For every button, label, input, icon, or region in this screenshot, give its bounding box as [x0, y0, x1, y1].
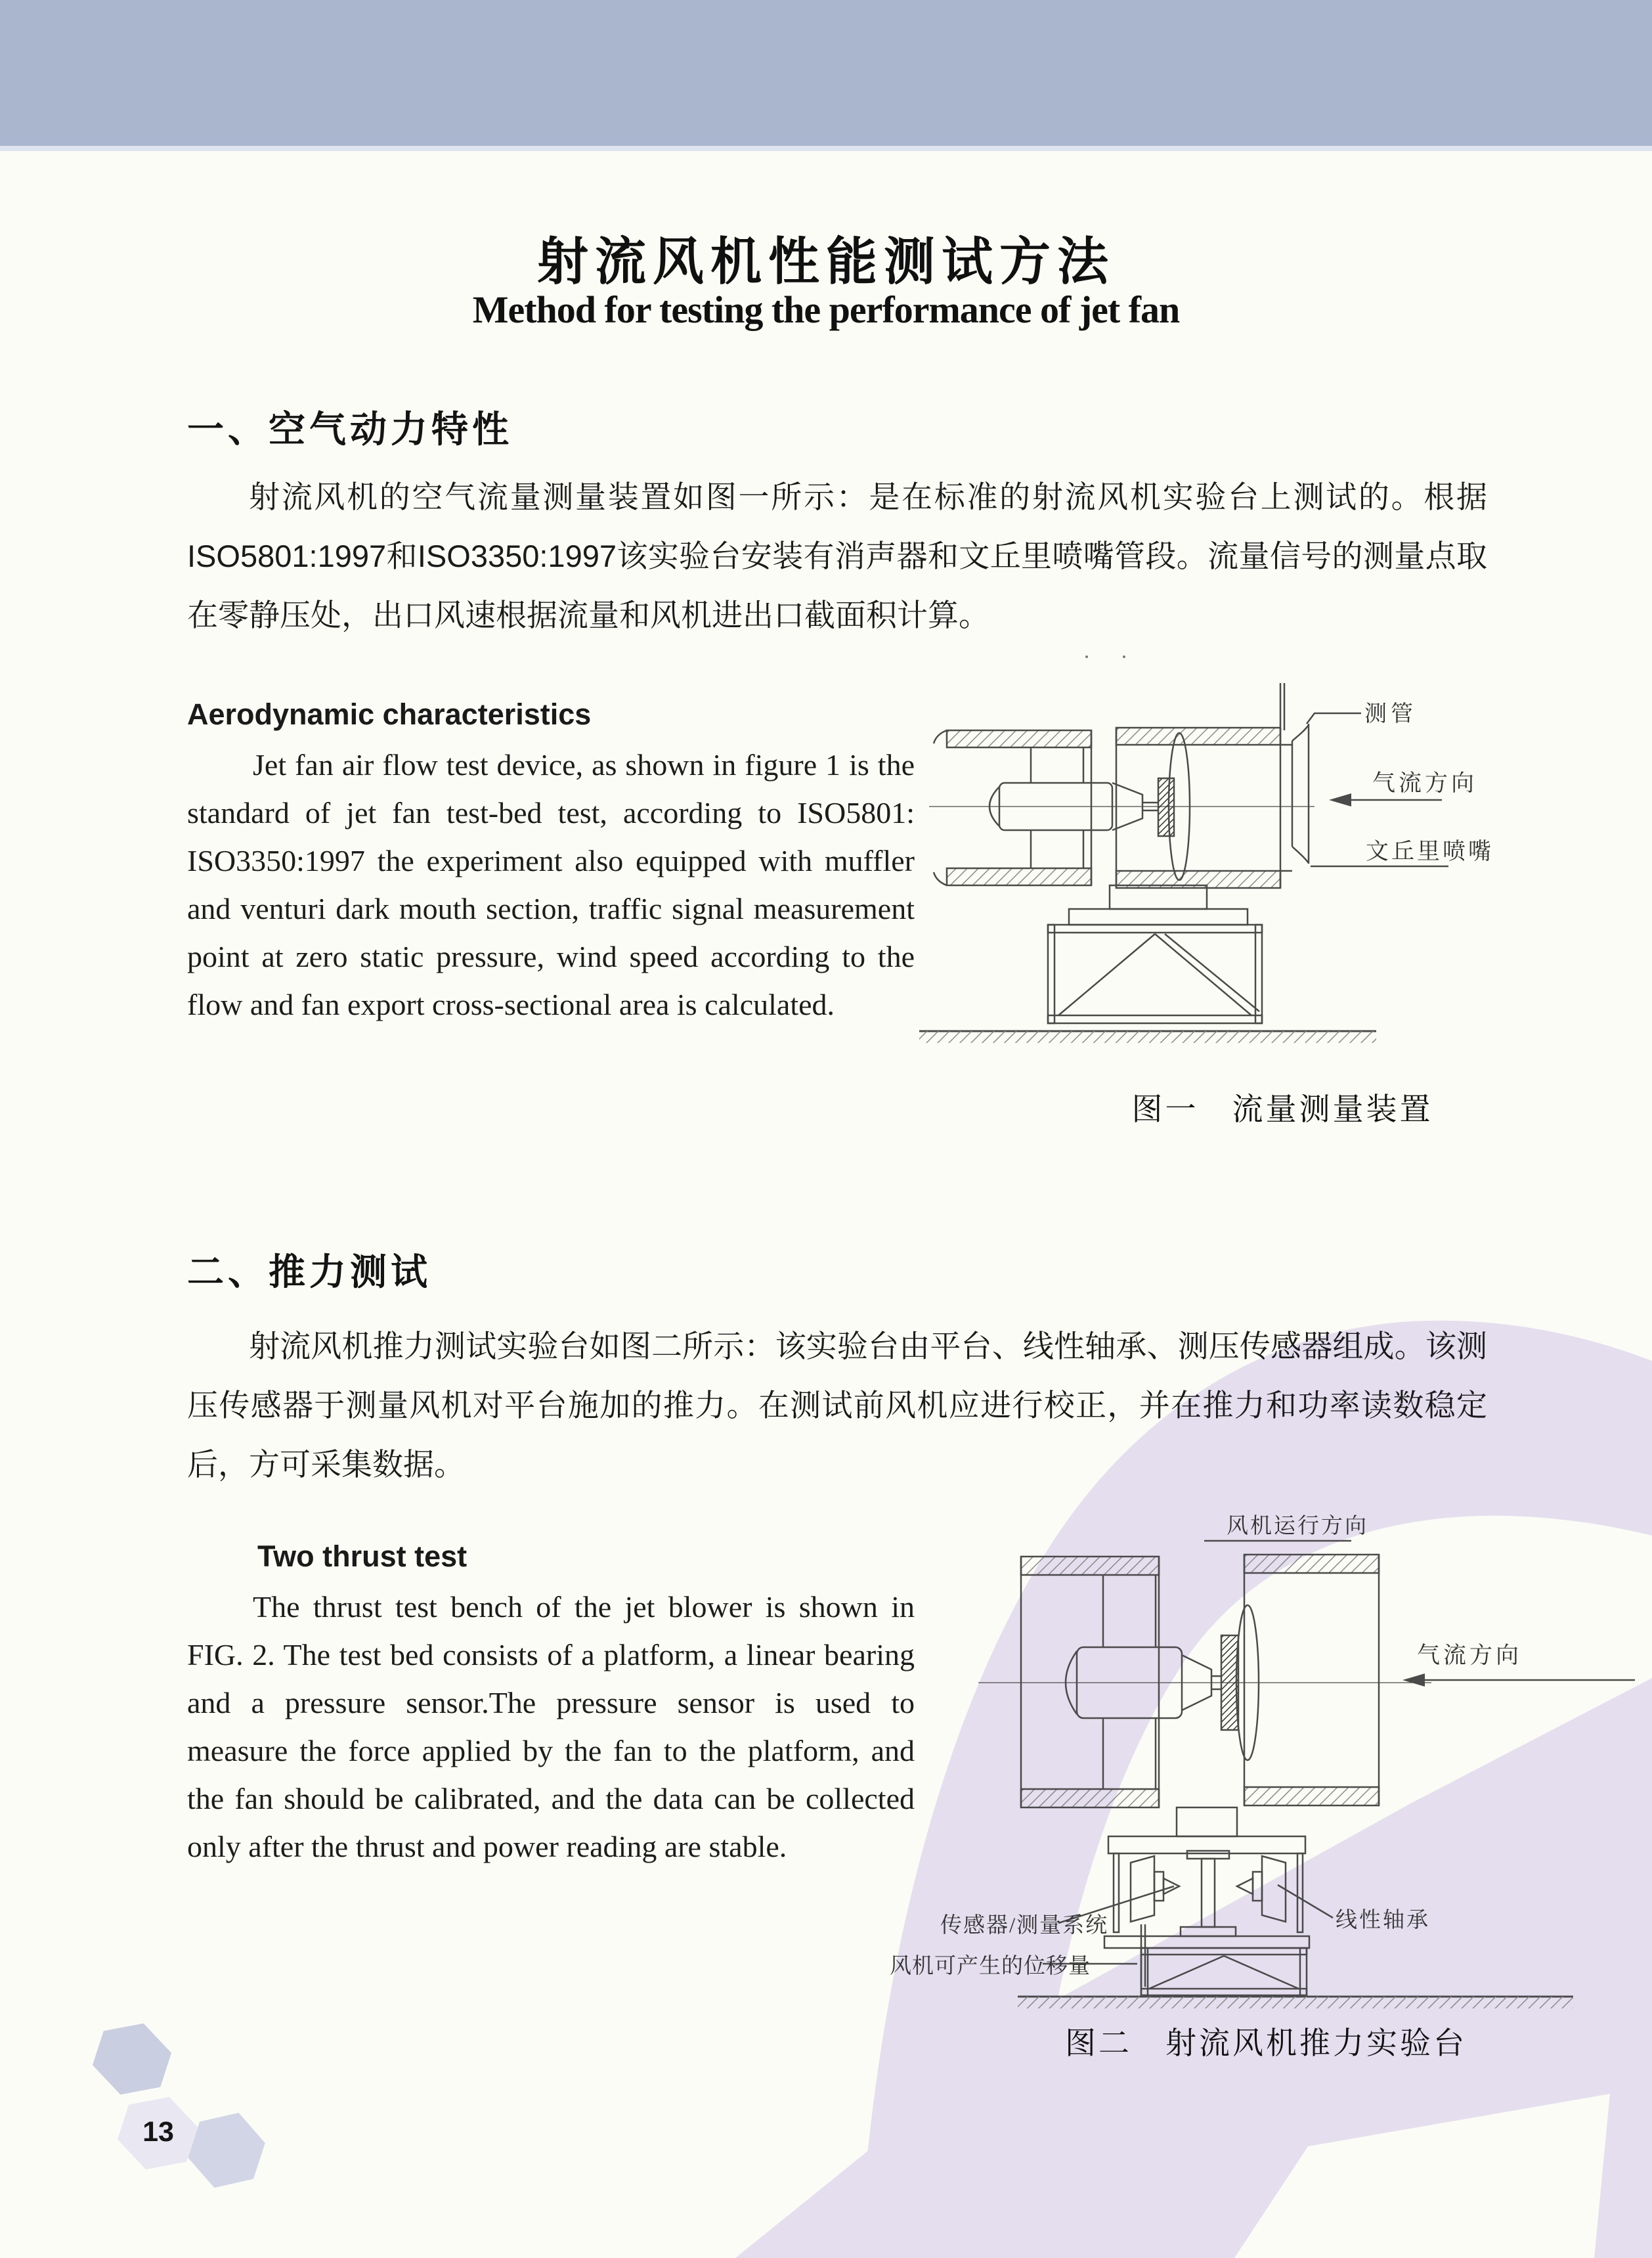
- figure2-label-displacement: 风机可产生的位移量: [890, 1955, 1091, 1978]
- figure1-caption: 图一 流量测量装置: [1131, 1093, 1433, 1127]
- ibeam-top: [1187, 1851, 1229, 1859]
- section2-english-body: The thrust test bench of the jet blower is shown in FIG. 2. The test bed consists of a platform, a linear bearing and a pressure sensor.The pressure sensor is used to measure the force applied by the fan to the platform, and the fan should be calibrated, and the data can be collected only after the thrust and power reading are stable.: [187, 1590, 915, 1863]
- stray-dot: [1085, 655, 1088, 658]
- sensor-flange: [1131, 1856, 1154, 1922]
- duct-wall: [1244, 1787, 1379, 1805]
- side-column: [1297, 1853, 1303, 1932]
- figure2-caption: 图二 射流风机推力实验台: [1065, 2027, 1467, 2061]
- truss-brace: [1155, 934, 1251, 1015]
- header-band: [0, 0, 1652, 146]
- duct-wall: [1244, 1555, 1379, 1573]
- side-column: [1114, 1853, 1119, 1932]
- truss-brace: [1149, 1956, 1224, 1989]
- leader-line: [1307, 713, 1361, 724]
- truss-brace: [1165, 934, 1259, 1011]
- bearing-flange: [1262, 1856, 1286, 1922]
- figure1-label-venturi: 文丘里喷嘴: [1366, 839, 1494, 864]
- duct-wall: [947, 730, 1091, 747]
- coupling: [1158, 778, 1174, 836]
- section1-english-body: Jet fan air flow test device, as shown in figure 1 is the standard of jet fan test-bed test, according to ISO5801: ISO3350:1997 the experiment also equipped with muffler and venturi dark mouth section, traffic signal measurement point at zero static pressure, wind speed according to the flow and fan export cross-sectional area is calculated.: [187, 748, 915, 1021]
- header-band-strip: [0, 146, 1652, 151]
- duct-wall: [1116, 728, 1280, 745]
- bearing-hub: [1253, 1872, 1262, 1901]
- truss-beam: [1048, 1015, 1262, 1023]
- duct-wall: [947, 868, 1091, 885]
- bearing-cone: [1237, 1878, 1253, 1894]
- figure1-label-pipe: 测管: [1364, 702, 1417, 726]
- figure1-flow-measurement-diagram: [913, 644, 1652, 1064]
- base-plate: [1069, 909, 1248, 925]
- truss-column: [1048, 925, 1054, 1023]
- figure2-label-sensor-system: 传感器/测量系统: [940, 1914, 1109, 1937]
- pedestal: [1177, 1807, 1237, 1836]
- truss-brace: [1224, 1956, 1299, 1989]
- section2-body-chinese: 射流风机推力测试实验台如图二所示：该实验台由平台、线性轴承、测压传感器组成。该测压传感器于测量风机对平台施加的推力。在测试前风机应进行校正，并在推力和功率读数稳定后，方可采集数据。: [187, 1329, 1487, 1482]
- section2-heading: 二、推力测试: [187, 1251, 431, 1293]
- figure1-label-airflow: 气流方向: [1372, 770, 1478, 796]
- ibeam-web: [1202, 1859, 1215, 1927]
- section2-english-heading: Two thrust test: [257, 1539, 467, 1573]
- pedestal: [1110, 885, 1207, 909]
- truss-beam: [1141, 1989, 1307, 1995]
- section1-heading: 一、空气动力特性: [187, 409, 513, 450]
- duct-wall: [1021, 1557, 1159, 1575]
- page-title-english: Method for testing the performance of jet fan: [472, 288, 1180, 331]
- figure2-label-linear-bearing: 线性轴承: [1336, 1909, 1430, 1932]
- airflow-arrowhead: [1329, 793, 1351, 807]
- lower-plate: [1104, 1936, 1309, 1948]
- section1-body-chinese: 射流风机的空气流量测量装置如图一所示：是在标准的射流风机实验台上测试的。根据ISO5801:1997和ISO3350:1997该实验台安装有消声器和文丘里喷嘴管段。流量信号的测量点取在零静压处，出口风速根据流量和风机进出口截面积计算。: [187, 479, 1487, 632]
- figure2-label-run-direction: 风机运行方向: [1227, 1515, 1368, 1538]
- stray-dot: [1123, 655, 1125, 658]
- section1-english-heading: Aerodynamic characteristics: [187, 697, 592, 731]
- truss-beam: [1141, 1948, 1307, 1955]
- ibeam-base: [1181, 1927, 1236, 1936]
- page-title-chinese: 射流风机性能测试方法: [536, 232, 1115, 290]
- truss-beam: [1048, 925, 1262, 933]
- page-number: 13: [142, 2116, 174, 2148]
- figure2-thrust-test-diagram: [880, 1497, 1652, 2016]
- truss-brace: [1058, 934, 1155, 1015]
- airflow-arrowhead: [1402, 1673, 1425, 1687]
- duct-wall: [1021, 1789, 1159, 1807]
- figure2-label-airflow: 气流方向: [1417, 1643, 1523, 1668]
- sensor-hub: [1154, 1872, 1163, 1901]
